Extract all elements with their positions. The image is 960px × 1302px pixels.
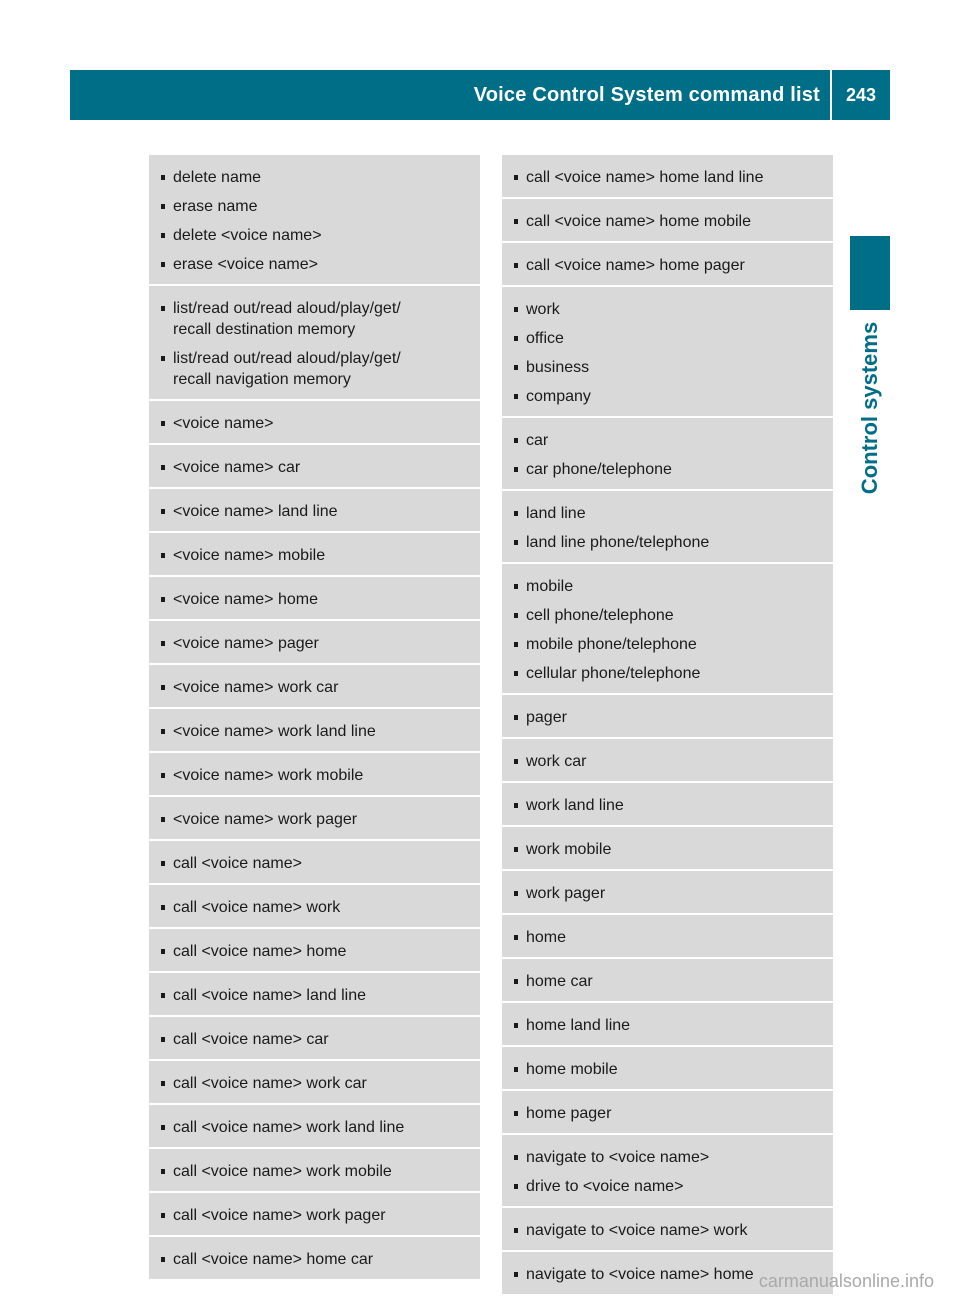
right-command-column <box>502 155 833 1296</box>
command-cell <box>149 929 480 973</box>
command-item: mobile phone/telephone <box>514 634 823 655</box>
command-item: call <voice name> car <box>161 1029 470 1050</box>
command-item: <voice name> work land line <box>161 721 470 742</box>
command-item: call <voice name> home mobile <box>514 211 823 232</box>
command-item: work mobile <box>514 839 823 860</box>
watermark: carmanualsonline.info <box>758 1271 934 1291</box>
command-cell <box>149 1017 480 1061</box>
command-cell <box>502 243 833 287</box>
command-item: <voice name> pager <box>161 633 470 654</box>
command-item: office <box>514 328 823 349</box>
page-title: Voice Control System command list <box>473 83 820 106</box>
command-cell <box>149 1237 480 1281</box>
command-item: call <voice name> work land line <box>161 1117 470 1138</box>
command-item: cell phone/telephone <box>514 605 823 626</box>
command-item: home pager <box>514 1103 823 1124</box>
command-item: <voice name> work pager <box>161 809 470 830</box>
command-item: call <voice name> home <box>161 941 470 962</box>
command-cell <box>502 418 833 491</box>
command-cell <box>502 827 833 871</box>
command-item: pager <box>514 707 823 728</box>
command-item: navigate to <voice name> work <box>514 1220 823 1241</box>
command-item: erase name <box>161 196 470 217</box>
command-cell <box>502 491 833 564</box>
command-cell <box>502 199 833 243</box>
command-cell <box>149 401 480 445</box>
command-cell <box>502 1003 833 1047</box>
command-item: car <box>514 430 823 451</box>
command-cell <box>149 1061 480 1105</box>
command-item: call <voice name> work car <box>161 1073 470 1094</box>
command-item: call <voice name> land line <box>161 985 470 1006</box>
command-item: call <voice name> home land line <box>514 167 823 188</box>
command-cell <box>149 665 480 709</box>
command-cell <box>502 871 833 915</box>
command-item: call <voice name> home car <box>161 1249 470 1270</box>
command-cell <box>149 155 480 286</box>
command-cell <box>502 739 833 783</box>
command-cell <box>502 155 833 199</box>
section-side-label <box>849 318 891 498</box>
command-item: company <box>514 386 823 407</box>
command-cell <box>149 445 480 489</box>
command-cell <box>149 753 480 797</box>
command-item: call <voice name> work mobile <box>161 1161 470 1182</box>
command-cell <box>502 1047 833 1091</box>
command-item: erase <voice name> <box>161 254 470 275</box>
command-item: <voice name> work car <box>161 677 470 698</box>
command-item: <voice name> <box>161 413 470 434</box>
page-number: 243 <box>845 84 877 105</box>
command-cell <box>149 286 480 401</box>
command-item: car phone/telephone <box>514 459 823 480</box>
command-item: call <voice name> work pager <box>161 1205 470 1226</box>
section-tab-marker <box>850 236 890 310</box>
command-item: navigate to <voice name> <box>514 1147 823 1168</box>
command-cell <box>502 959 833 1003</box>
command-item: home land line <box>514 1015 823 1036</box>
left-command-column <box>149 155 480 1281</box>
command-item: work pager <box>514 883 823 904</box>
command-item: work car <box>514 751 823 772</box>
page-header <box>70 70 890 120</box>
command-cell <box>502 1091 833 1135</box>
command-cell <box>149 621 480 665</box>
command-cell <box>149 1149 480 1193</box>
command-item: list/read out/read aloud/play/get/ recall destination memory <box>161 298 470 340</box>
command-item: <voice name> work mobile <box>161 765 470 786</box>
command-cell <box>502 783 833 827</box>
command-item: home car <box>514 971 823 992</box>
section-side-label-text: Control systems <box>857 321 883 495</box>
command-item: <voice name> home <box>161 589 470 610</box>
command-cell <box>149 797 480 841</box>
command-item: drive to <voice name> <box>514 1176 823 1197</box>
command-item: delete <voice name> <box>161 225 470 246</box>
command-cell <box>502 564 833 695</box>
command-item: home <box>514 927 823 948</box>
command-item: <voice name> mobile <box>161 545 470 566</box>
command-cell <box>502 287 833 418</box>
command-cell <box>502 1208 833 1252</box>
command-item: work <box>514 299 823 320</box>
command-cell <box>149 1193 480 1237</box>
command-item: <voice name> land line <box>161 501 470 522</box>
command-cell <box>502 915 833 959</box>
command-cell <box>149 533 480 577</box>
command-cell <box>149 885 480 929</box>
command-item: land line phone/telephone <box>514 532 823 553</box>
command-item: mobile <box>514 576 823 597</box>
command-cell <box>149 973 480 1017</box>
command-cell <box>149 577 480 621</box>
command-item: home mobile <box>514 1059 823 1080</box>
command-item: cellular phone/telephone <box>514 663 823 684</box>
command-item: call <voice name> <box>161 853 470 874</box>
command-cell <box>502 695 833 739</box>
command-cell <box>502 1135 833 1208</box>
command-cell <box>149 841 480 885</box>
command-item: business <box>514 357 823 378</box>
command-item: list/read out/read aloud/play/get/ recall navigation memory <box>161 348 470 390</box>
command-cell <box>149 1105 480 1149</box>
command-item: work land line <box>514 795 823 816</box>
command-item: <voice name> car <box>161 457 470 478</box>
command-item: call <voice name> work <box>161 897 470 918</box>
command-item: land line <box>514 503 823 524</box>
command-item: navigate to <voice name> home <box>514 1264 823 1285</box>
command-item: delete name <box>161 167 470 188</box>
command-cell <box>149 489 480 533</box>
command-item: call <voice name> home pager <box>514 255 823 276</box>
command-cell <box>149 709 480 753</box>
